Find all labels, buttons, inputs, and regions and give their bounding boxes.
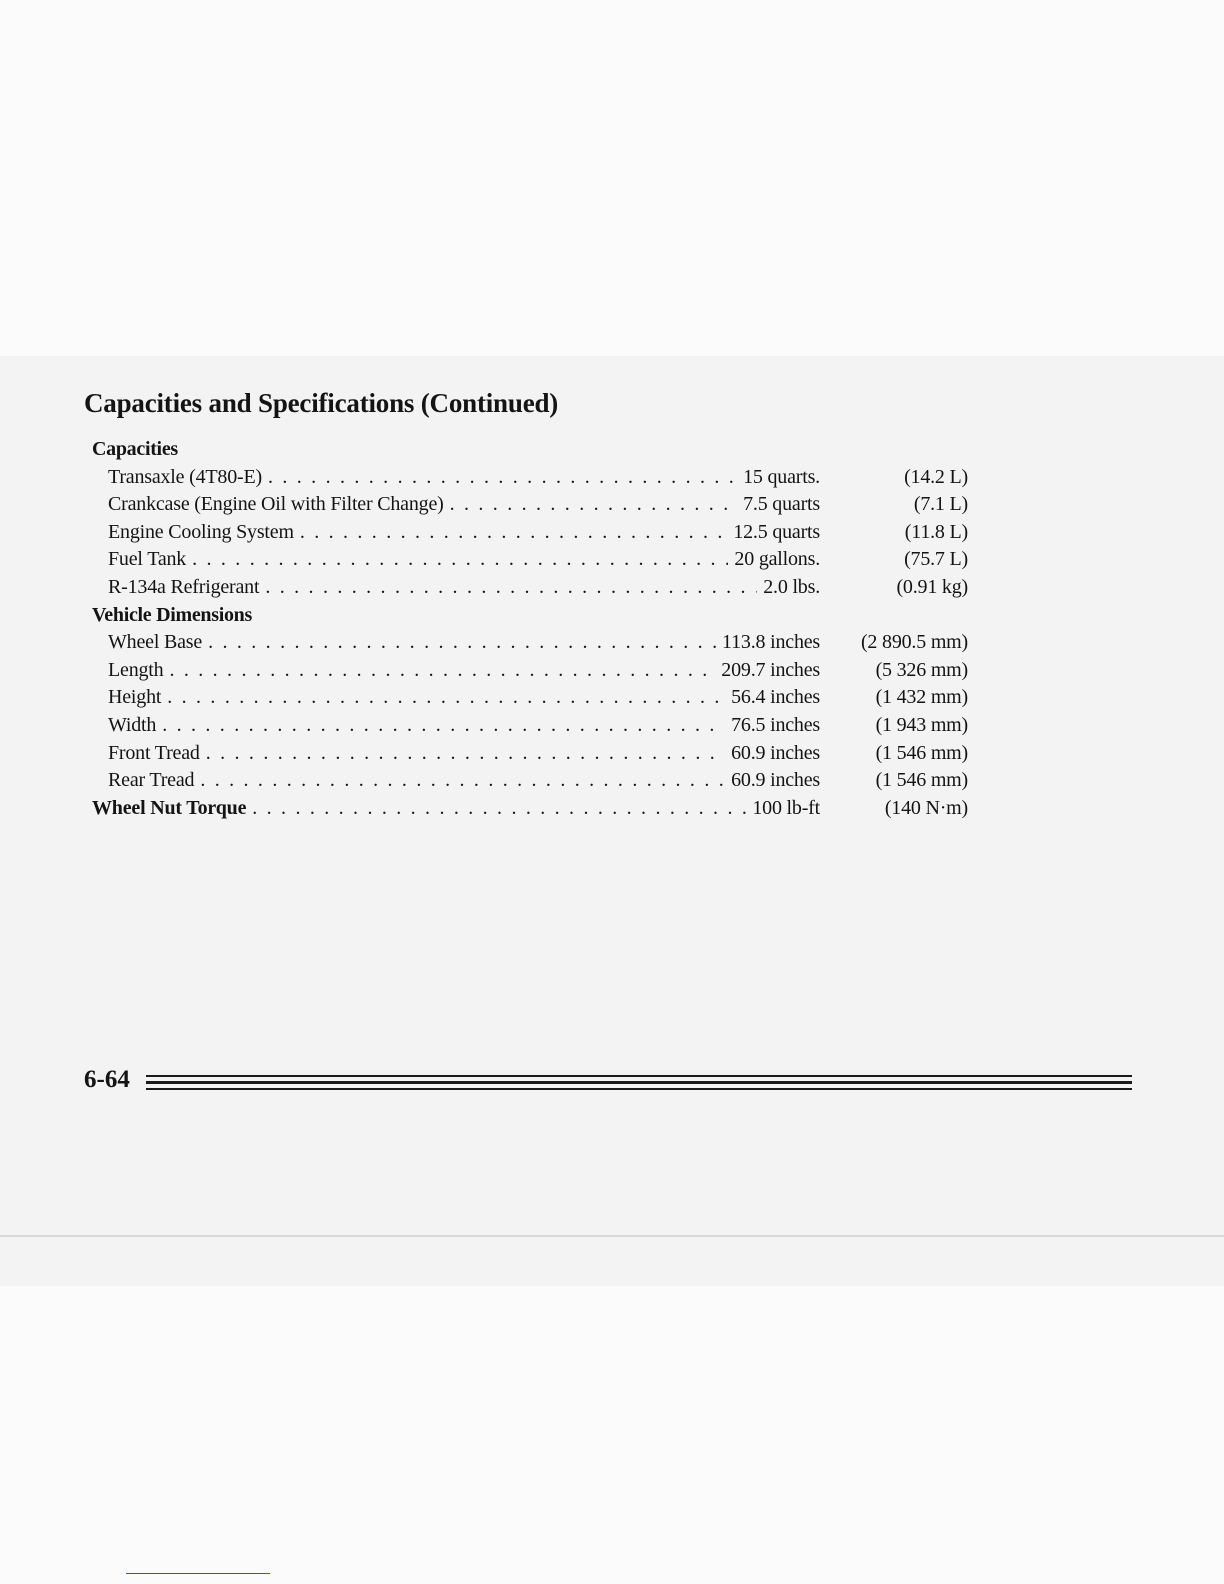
spec-value: 60.9 inches — [731, 741, 820, 764]
spec-label: Wheel Base — [108, 631, 203, 654]
link-underline — [126, 1573, 270, 1574]
page-bottom-edge — [0, 1235, 1224, 1237]
page-number: 6-64 — [84, 1066, 130, 1093]
spec-label: Wheel Nut Torque — [92, 796, 247, 819]
footer-rule — [146, 1075, 1132, 1077]
dot-leader — [206, 740, 725, 768]
dot-leader — [162, 712, 725, 740]
footer-rule — [146, 1088, 1132, 1090]
spec-metric-value: (7.1 L) — [913, 493, 968, 516]
dot-leader — [192, 546, 728, 574]
dot-leader — [265, 574, 757, 602]
spec-label: Crankcase (Engine Oil with Filter Change) — [108, 493, 444, 516]
spec-metric-value: (1 546 mm) — [875, 769, 968, 792]
spec-label: Rear Tread — [108, 769, 195, 792]
dot-leader — [167, 684, 725, 712]
spec-label: Height — [108, 686, 162, 709]
section-heading-capacities: Capacities — [92, 438, 178, 460]
spec-value: 56.4 inches — [731, 686, 820, 709]
dot-leader — [450, 491, 738, 519]
spec-value: 12.5 quarts — [733, 520, 820, 543]
spec-row-wheel-nut-torque — [92, 795, 982, 823]
spec-metric-value: (11.8 L) — [904, 520, 968, 543]
spec-metric-value: (5 326 mm) — [875, 658, 968, 681]
dot-leader — [268, 464, 737, 492]
spec-metric-value: (2 890.5 mm) — [860, 631, 968, 654]
spec-value: 2.0 lbs. — [763, 575, 820, 598]
dot-leader — [252, 795, 746, 823]
spec-label: Fuel Tank — [108, 548, 187, 571]
spec-table — [92, 436, 982, 822]
spec-label: Transaxle (4T80-E) — [108, 465, 262, 488]
spec-label: R-134a Refrigerant — [108, 575, 260, 598]
dot-leader — [208, 629, 716, 657]
spec-value: 20 gallons. — [734, 548, 820, 571]
spec-row-crankcase — [92, 491, 982, 519]
spec-value: 76.5 inches — [731, 713, 820, 736]
spec-label: Width — [108, 713, 157, 736]
spec-metric-value: (0.91 kg) — [896, 575, 968, 598]
spec-row-engine-cooling-system — [92, 519, 982, 547]
spec-label: Engine Cooling System — [108, 520, 294, 543]
spec-row-front-tread — [92, 740, 982, 768]
spec-row-height — [92, 684, 982, 712]
spec-value: 100 lb-ft — [752, 796, 820, 819]
spec-label: Length — [108, 658, 164, 681]
spec-row-refrigerant — [92, 574, 982, 602]
spec-value: 113.8 inches — [722, 631, 820, 654]
spec-row-length — [92, 657, 982, 685]
spec-row-width — [92, 712, 982, 740]
section-heading-vehicle-dimensions: Vehicle Dimensions — [92, 603, 252, 626]
spec-metric-value: (1 546 mm) — [875, 741, 968, 764]
spec-value: 60.9 inches — [731, 769, 820, 792]
spec-row-rear-tread — [92, 767, 982, 795]
page-title: Capacities and Specifications (Continued) — [84, 388, 559, 418]
spec-metric-value: (75.7 L) — [904, 548, 968, 571]
dot-leader — [169, 657, 715, 685]
spec-metric-value: (1 943 mm) — [875, 713, 968, 736]
spec-value: 209.7 inches — [721, 658, 820, 681]
dot-leader — [200, 767, 725, 795]
spec-metric-value: (140 N·m) — [884, 796, 968, 819]
spec-metric-value: (1 432 mm) — [875, 686, 968, 709]
spec-metric-value: (14.2 L) — [904, 465, 968, 488]
spec-row-fuel-tank — [92, 546, 982, 574]
spec-row-transaxle — [92, 464, 982, 492]
spec-label: Front Tread — [108, 741, 200, 764]
spec-value: 7.5 quarts — [743, 493, 820, 516]
footer-rule — [146, 1081, 1132, 1084]
spec-value: 15 quarts. — [743, 465, 820, 488]
spec-row-wheel-base — [92, 629, 982, 657]
dot-leader — [300, 519, 728, 547]
